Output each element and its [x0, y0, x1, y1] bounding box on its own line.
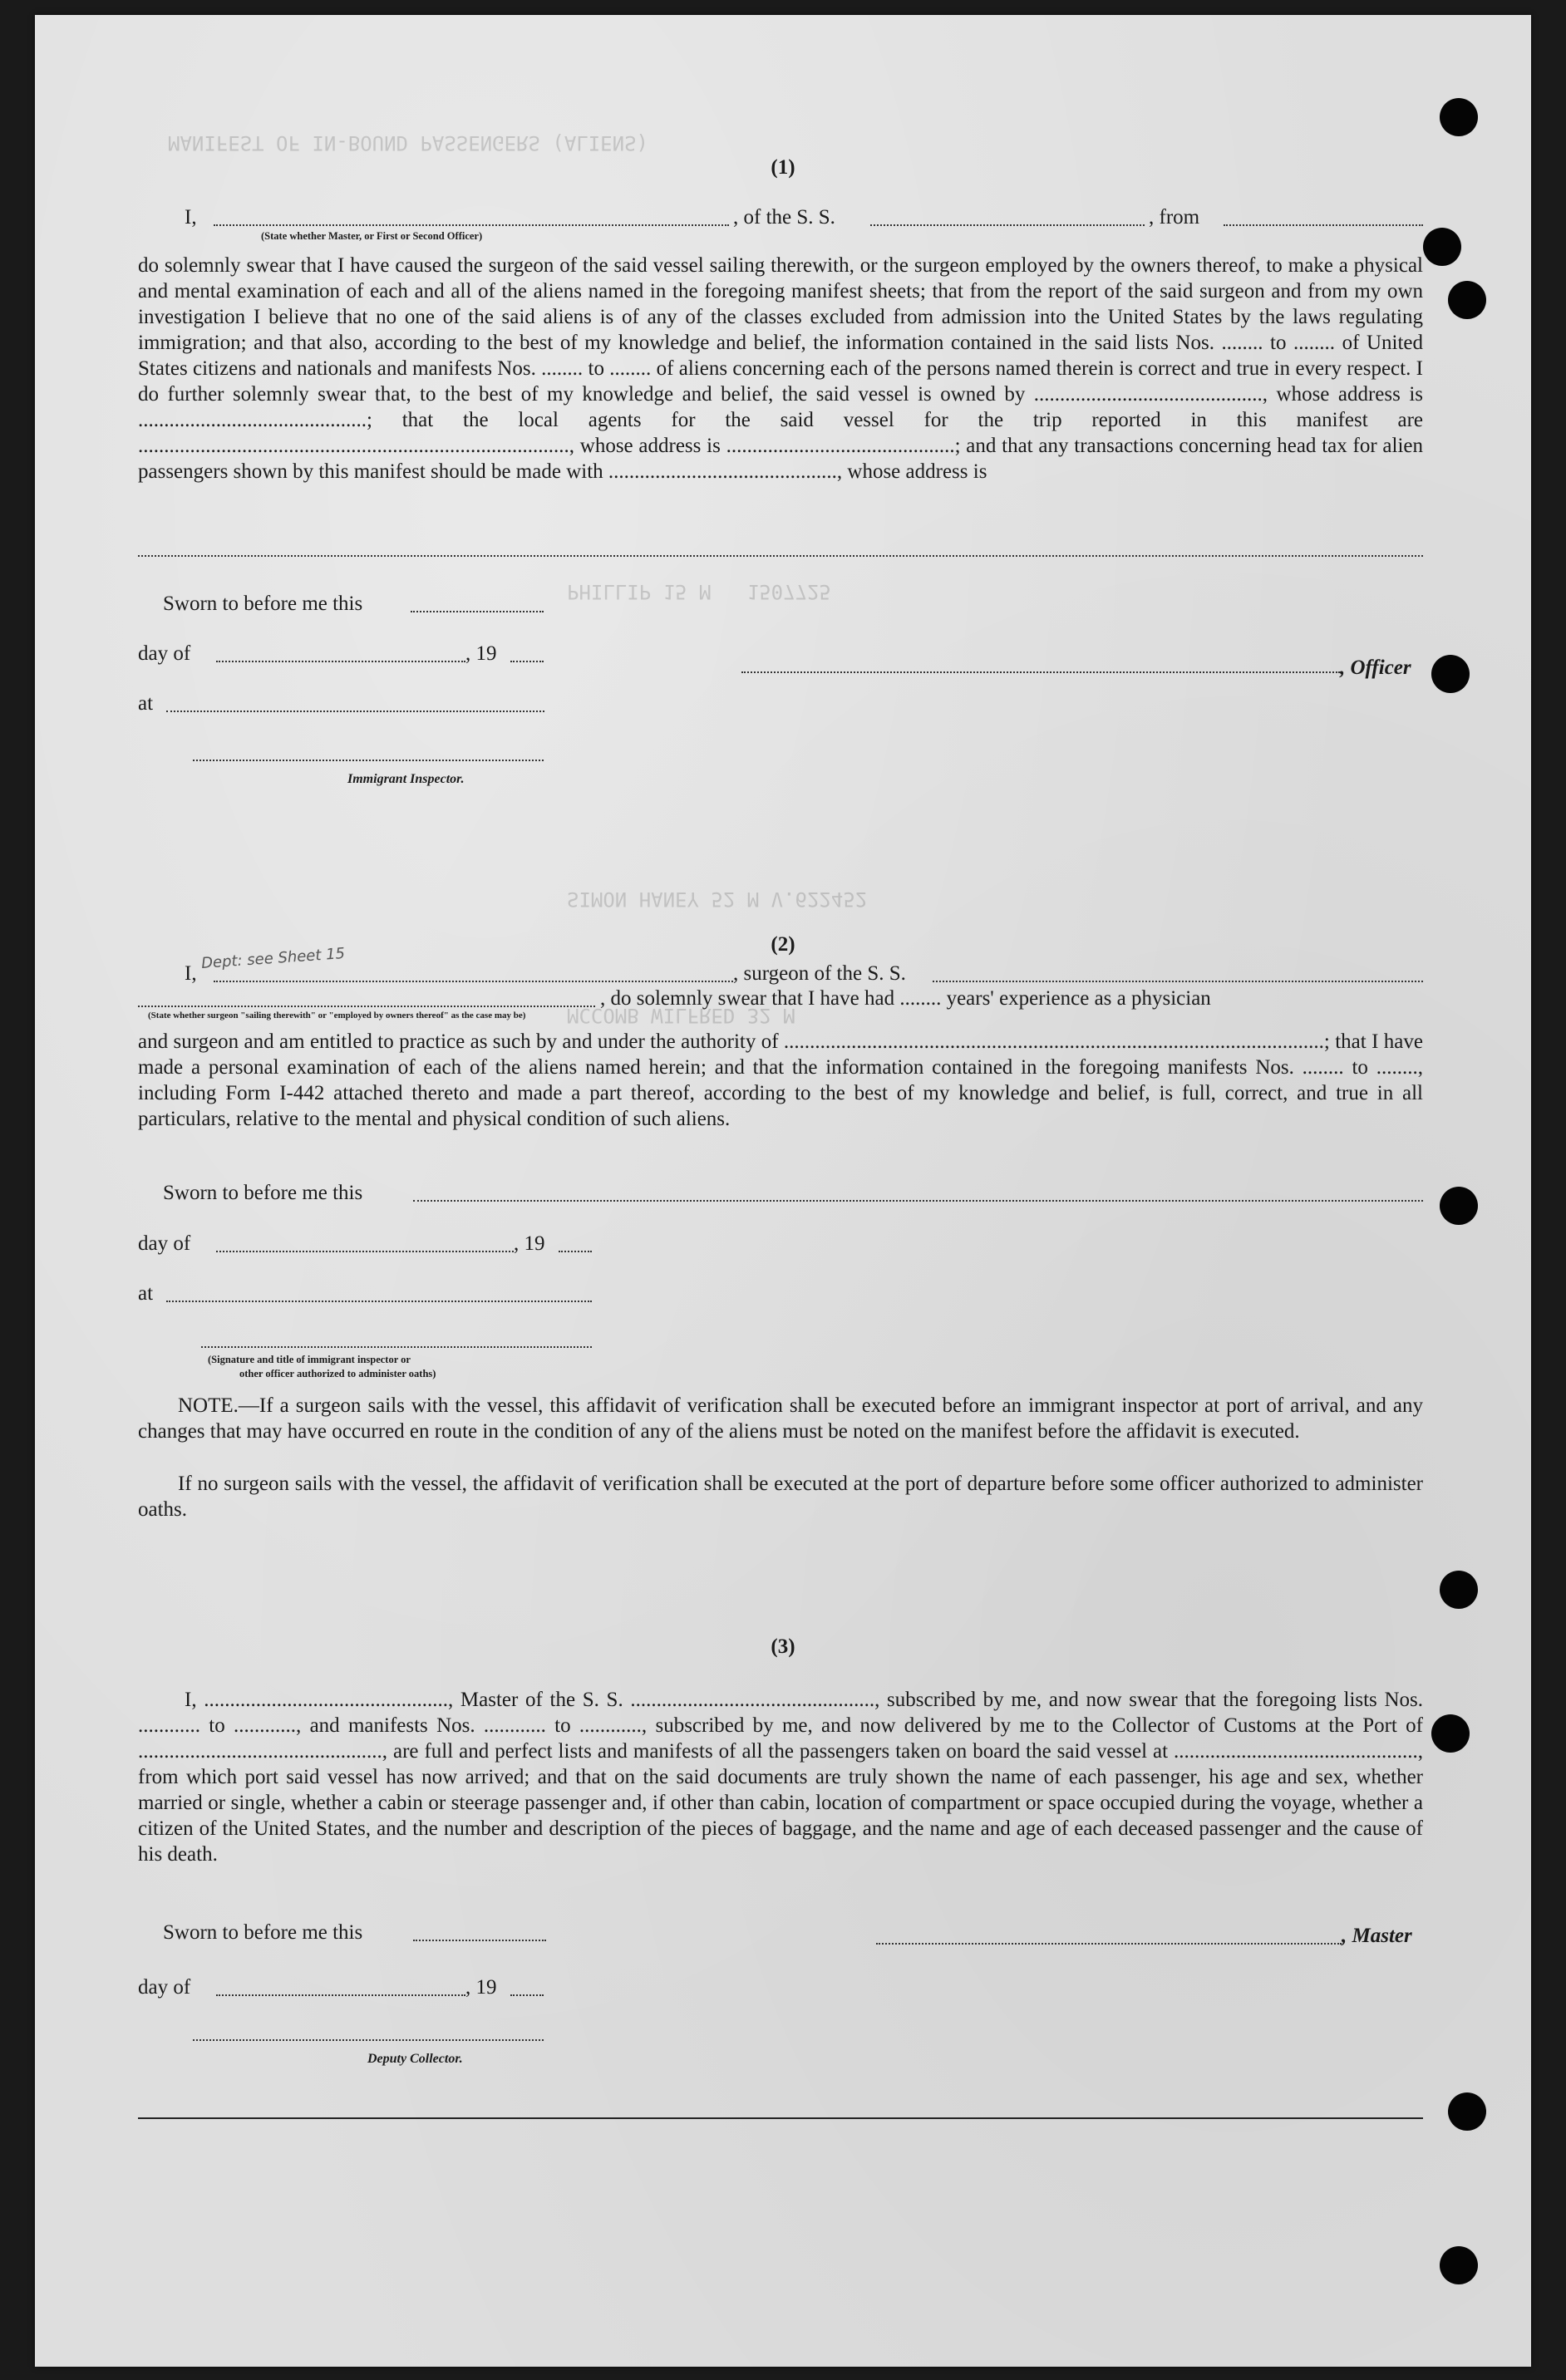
affidavit-3-number: (3): [771, 1635, 795, 1658]
affidavit-1-year: , 19: [465, 642, 497, 665]
affidavit-2-year: , 19: [514, 1232, 545, 1255]
affidavit-1-body: do solemnly swear that I have caused the surgeon of the said vessel sailing therewith, or the surgeon employed by the owners thereof, to make a physical and mental examination of each and all of the aliens named in the foregoing manifest sheets; that from the report of the said surgeon and from my own investigation I believe that no one of the said aliens is of any of the classes excluded from admission into the United States by the laws regulating immigration; and that also, according to the best of my knowledge and belief, the information contained in the said lists Nos. ........ to ........ of United States citizens and nationals and manifests Nos. ........ to ........ of aliens concerning each of the persons named therein is correct and true in every respect. I do further solemnly swear that, to the best of my knowledge and belief, the said vessel is owned by ............................................, whose address is ............................................; that the local agents for the said vessel for the trip reported in this manifest are ..................................................................................., whose address is ............................................; and that any transactions concerning head tax for alien passengers shown by this manifest should be made with ............................................, whose address is: [138, 254, 1423, 483]
affidavit-3-day-of: day of: [138, 1976, 191, 1999]
affidavit-3-sworn: Sworn to before me this: [163, 1921, 363, 1944]
affidavit-2-body: and surgeon and am entitled to practice as such by and under the authority of ........................................................................................................; that I have made a personal examination of each of the aliens named herein; and that the information contained in the foregoing manifests Nos. ........ to ........, including Form I-442 attached thereto and made a part thereof, according to the best of my knowledge and belief, is full, correct, and true in all particulars, relative to the mental and physical condition of such aliens.: [138, 1030, 1423, 1130]
punch-hole-icon: [1440, 2246, 1478, 2284]
affidavit-3-deputy: Deputy Collector.: [367, 2052, 463, 2066]
bottom-rule: [138, 2117, 1423, 2119]
affidavit-2-sworn: Sworn to before me this: [163, 1182, 363, 1204]
surgeon-type-line: [138, 1006, 595, 1007]
year-line: [510, 661, 544, 662]
day-line: [216, 661, 465, 662]
at-line: [166, 711, 544, 712]
signature-caption-2: other officer authorized to administer oaths): [239, 1368, 436, 1379]
affidavit-2-line2: , do solemnly swear that I have had ........ years' experience as a physician: [600, 987, 1211, 1010]
from-port-line: [1224, 224, 1423, 226]
sworn-line: [411, 611, 544, 612]
affidavit-2-number: (2): [771, 933, 795, 956]
punch-hole-icon: [1440, 1187, 1478, 1225]
affidavit-2-at: at: [138, 1282, 154, 1305]
manifest-page: [35, 15, 1531, 2367]
punch-hole-icon: [1448, 281, 1486, 319]
punch-hole-icon: [1440, 1571, 1478, 1609]
bleed-through-text: MCCOMB WILFRED 32 M: [567, 1004, 795, 1027]
sworn-line-2: [413, 1200, 1423, 1202]
punch-hole-icon: [1431, 1714, 1470, 1753]
punch-hole-icon: [1448, 2092, 1486, 2131]
affidavit-1-day-of: day of: [138, 642, 191, 665]
surgeon-vessel-line: [933, 981, 1423, 982]
affidavit-1-ss: , of the S. S.: [733, 206, 835, 229]
punch-hole-icon: [1440, 98, 1478, 136]
affidavit-1-number: (1): [771, 156, 795, 179]
handwritten-note: Dept: see Sheet 15: [200, 944, 346, 973]
affidavit-1-i: I,: [185, 206, 197, 229]
inspector-signature-line: [193, 760, 544, 761]
day-line-3: [216, 1994, 465, 1996]
year-line-3: [510, 1994, 544, 1996]
officer-signature-line: [741, 671, 1340, 673]
note-1: NOTE.—If a surgeon sails with the vessel, this affidavit of verification shall be executed before an immigrant inspector at port of arrival, and any changes that may have occurred en route in the condition of any of the aliens must be noted on the manifest before the affidavit is executed.: [138, 1394, 1423, 1443]
affidavit-2-day-of: day of: [138, 1232, 191, 1255]
punch-hole-icon: [1431, 655, 1470, 693]
affidavit-1-sworn: Sworn to before me this: [163, 593, 363, 615]
affidavit-3-master: , Master: [1342, 1925, 1412, 1947]
deputy-signature-line: [193, 2039, 544, 2041]
affidavit-1-officer: , Officer: [1340, 656, 1411, 679]
bleed-through-text: SIMON HANEY 52 M V.622452: [567, 888, 868, 911]
signature-line-2: [201, 1346, 592, 1348]
affidavit-1-inspector: Immigrant Inspector.: [347, 772, 465, 786]
punch-hole-icon: [1423, 228, 1461, 266]
day-line-2: [216, 1251, 514, 1252]
at-line-2: [166, 1301, 592, 1302]
bleed-through-text: MANIFEST OF IN-BOUND PASSENGERS (ALIENS): [168, 131, 648, 155]
affidavit-1-at: at: [138, 692, 154, 715]
address-line: [138, 555, 1423, 557]
affidavit-2-surgeon: , surgeon of the S. S.: [733, 962, 906, 985]
affidavit-2-i: I,: [185, 962, 197, 985]
sworn-line-3: [413, 1940, 546, 1941]
note-2: If no surgeon sails with the vessel, the affidavit of verification shall be executed at the port of departure before some officer authorized to administer oaths.: [138, 1473, 1423, 1521]
affidavit-2-caption: (State whether surgeon "sailing therewith" or "employed by owners thereof" as the case may be): [148, 1011, 526, 1020]
master-name-line: [214, 224, 729, 226]
affidavit-3-year: , 19: [465, 1976, 497, 1999]
affidavit-1-from: , from: [1149, 206, 1200, 229]
affidavit-3-body: I, ..............................................., Master of the S. S. ..............................................., subscribed by me, and now swear that the foregoing lists Nos. ............ to ............, and manifests Nos. ............ to ............, subscribed by me, and now delivered by me to the Collector of Customs at the Port of ..............................................., are full and perfect lists and manifests of all the passengers taken on board the said vessel at ..............................................., from which port said vessel has now arrived; and that on the said documents are truly shown the name of each passenger, his age and sex, whether married or single, whether a cabin or steerage passenger and, if other than cabin, location of compartment or space occupied during the voyage, whether a citizen of the United States, and the number and description of the pieces of baggage, and the name and age of each deceased passenger and the cause of his death.: [138, 1689, 1423, 1866]
master-signature-line: [876, 1943, 1342, 1945]
affidavit-1-caption: (State whether Master, or First or Second Officer): [261, 230, 483, 242]
vessel-name-line: [870, 224, 1145, 226]
year-line-2: [559, 1251, 592, 1252]
signature-caption-1: (Signature and title of immigrant inspector or: [208, 1354, 411, 1365]
surgeon-name-line: [214, 981, 733, 982]
bleed-through-text: PHILLIP 15 M 1507725: [567, 580, 831, 603]
